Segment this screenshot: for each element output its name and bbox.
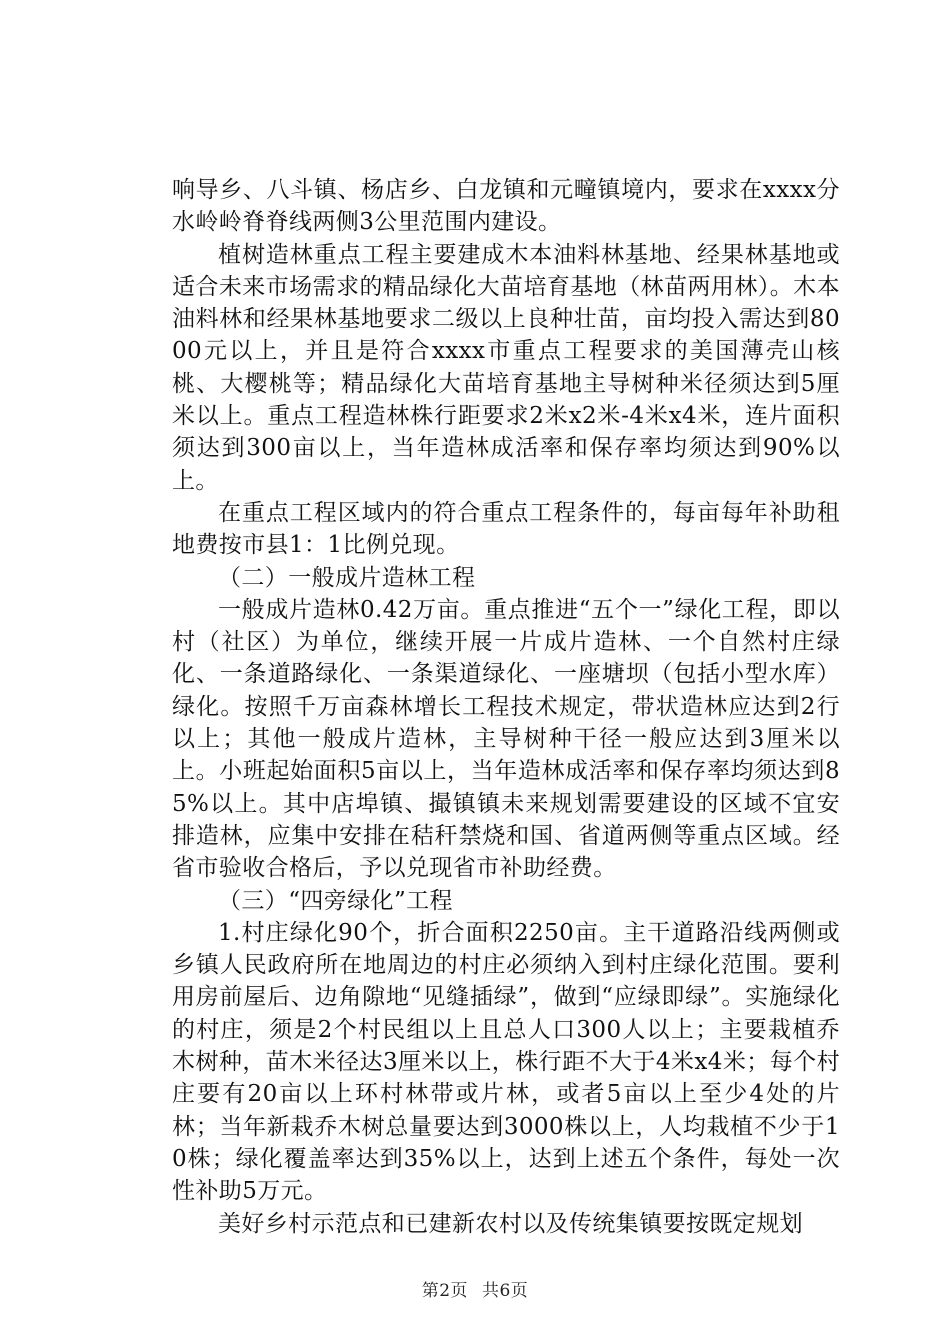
- paragraph-general-afforestation: 一般成片造林0.42万亩。重点推进“五个一”绿化工程，即以村（社区）为单位，继续开展一片成片造林、一个自然村庄绿化、一条道路绿化、一条渠道绿化、一座塘坝（包括小型水库）绿化。按照千万亩森林增长工程技术规定，带状造林应达到2行以上；其他一般成片造林，主导树种干径一般应达到3厘米以上。小班起始面积5亩以上，当年造林成活率和保存率均须达到85%以上。其中店埠镇、撮镇镇未来规划需要建设的区域不宜安排造林，应集中安排在秸秆禁烧和国、省道两侧等重点区域。经省市验收合格后，予以兑现省市补助经费。: [172, 596, 840, 882]
- paragraph-rent-subsidy: 在重点工程区域内的符合重点工程条件的，每亩每年补助租地费按市县1：1比例兑现。: [172, 499, 840, 559]
- paragraph-key-project: 植树造林重点工程主要建成木本油料林基地、经果林基地或适合未来市场需求的精品绿化大苗培育基地（林苗两用林）。木本油料林和经果林基地要求二级以上良种壮苗，亩均投入需达到8000元以上，并且是符合xxxx市重点工程要求的美国薄壳山核桃、大樱桃等；精品绿化大苗培育基地主导树种米径须达到5厘米以上。重点工程造林株行距要求2米x2米-4米x4米，连片面积须达到300亩以上，当年造林成活率和保存率均须达到90%以上。: [172, 241, 840, 494]
- section-heading-four-side-greening: （三）“四旁绿化”工程: [218, 887, 453, 914]
- page-number: 第2页: [421, 1281, 469, 1301]
- paragraph-demo-villages: 美好乡村示范点和已建新农村以及传统集镇要按既定规划: [218, 1210, 803, 1237]
- page-footer: [0, 1276, 950, 1301]
- page-total: 共6页: [481, 1281, 529, 1301]
- paragraph-village-greening: 1.村庄绿化90个，折合面积2250亩。主干道路沿线两侧或乡镇人民政府所在地周边的村庄必须纳入到村庄绿化范围。要利用房前屋后、边角隙地“见缝插绿”，做到“应绿即绿”。实施绿化的村庄，须是2个村民组以上且总人口300人以上；主要栽植乔木树种，苗木米径达3厘米以上，株行距不大于4米x4米；每个村庄要有20亩以上环村林带或片林，或者5亩以上至少4处的片林；当年新栽乔木树总量要达到3000株以上，人均栽植不少于10株；绿化覆盖率达到35%以上，达到上述五个条件，每处一次性补助5万元。: [172, 919, 840, 1205]
- document-body: [172, 174, 840, 1240]
- paragraph-continuation: 响导乡、八斗镇、杨店乡、白龙镇和元疃镇境内，要求在xxxx分水岭岭脊脊线两侧3公里范围内建设。: [172, 177, 840, 236]
- section-heading-general-afforestation: （二）一般成片造林工程: [218, 564, 476, 591]
